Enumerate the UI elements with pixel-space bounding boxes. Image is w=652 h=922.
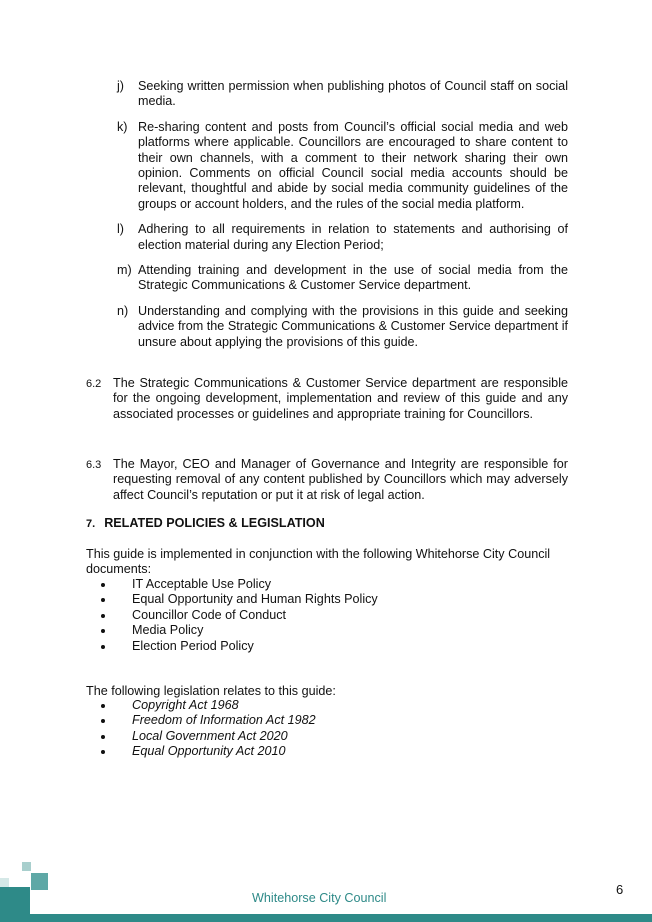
section-number: 7. — [86, 518, 96, 530]
list-item-text: Attending training and development in the use of social media from the Strategic Communications & Customer Service department. — [138, 263, 568, 293]
list-item-l — [117, 222, 568, 253]
list-item-label: k) — [117, 119, 128, 134]
section-heading — [86, 516, 325, 532]
paragraph-6-2 — [86, 376, 568, 422]
list-item: Freedom of Information Act 1982 — [98, 713, 316, 728]
documents-list — [98, 577, 378, 654]
legislation-intro: The following legislation relates to this guide: — [86, 684, 336, 698]
footer-bar — [0, 914, 652, 922]
section-title: RELATED POLICIES & LEGISLATION — [104, 516, 325, 530]
paragraph-6-3 — [86, 457, 568, 503]
paragraph-number: 6.3 — [86, 459, 102, 471]
responsibility-list — [117, 79, 568, 360]
footer-decor-square — [0, 887, 30, 915]
list-item: Media Policy — [98, 623, 378, 638]
paragraph-text: The Strategic Communications & Customer Service department are responsible for the ongoing development, implementation and review of this guide and any associated processes or guidelines and appropriate training for Councillors. — [113, 376, 568, 421]
list-item-text: Understanding and complying with the provisions in this guide and seeking advice from the Strategic Communications & Customer Service department if unsure about applying the provisions of this guide. — [138, 303, 568, 349]
footer-decor-square — [22, 862, 31, 871]
documents-intro: This guide is implemented in conjunction with the following Whitehorse City Council documents: — [86, 547, 551, 577]
list-item-text: Re-sharing content and posts from Council’s official social media and web platforms where applicable. Councillors are encouraged to share content to their own channels, with a comment to their network sharing their own opinion. Comments on official Council social media accounts should be relevant, thoughtful and abide by social media community guidelines of the groups or account holders, and the rules of the social media platform. — [138, 119, 568, 211]
list-item: Election Period Policy — [98, 639, 378, 654]
list-item-k — [117, 120, 568, 212]
list-item-j — [117, 79, 568, 110]
paragraph-text: The Mayor, CEO and Manager of Governance and Integrity are responsible for requesting removal of any content published by Councillors which may adversely affect Council’s reputation or put it at risk of legal action. — [113, 457, 568, 502]
list-item: IT Acceptable Use Policy — [98, 577, 378, 592]
paragraph-number: 6.2 — [86, 378, 102, 390]
list-item-text: Seeking written permission when publishing photos of Council staff on social media. — [138, 79, 568, 109]
list-item: Councillor Code of Conduct — [98, 608, 378, 623]
list-item-text: Adhering to all requirements in relation to statements and authorising of election material during any Election Period; — [138, 222, 568, 252]
list-item: Copyright Act 1968 — [98, 698, 316, 713]
page-number: 6 — [616, 882, 624, 897]
list-item-label: m) — [117, 263, 132, 278]
list-item: Equal Opportunity Act 2010 — [98, 744, 316, 759]
list-item: Equal Opportunity and Human Rights Policy — [98, 592, 378, 607]
list-item-n — [117, 304, 568, 350]
list-item: Local Government Act 2020 — [98, 729, 316, 744]
list-item-label: n) — [117, 303, 129, 318]
legislation-list — [98, 698, 316, 760]
list-item-label: j) — [117, 79, 124, 93]
list-item-m — [117, 263, 568, 294]
footer-decor-square — [0, 878, 9, 887]
footer-decor-square — [31, 873, 48, 890]
footer-organization: Whitehorse City Council — [252, 891, 387, 905]
list-item-label: l) — [117, 222, 124, 237]
